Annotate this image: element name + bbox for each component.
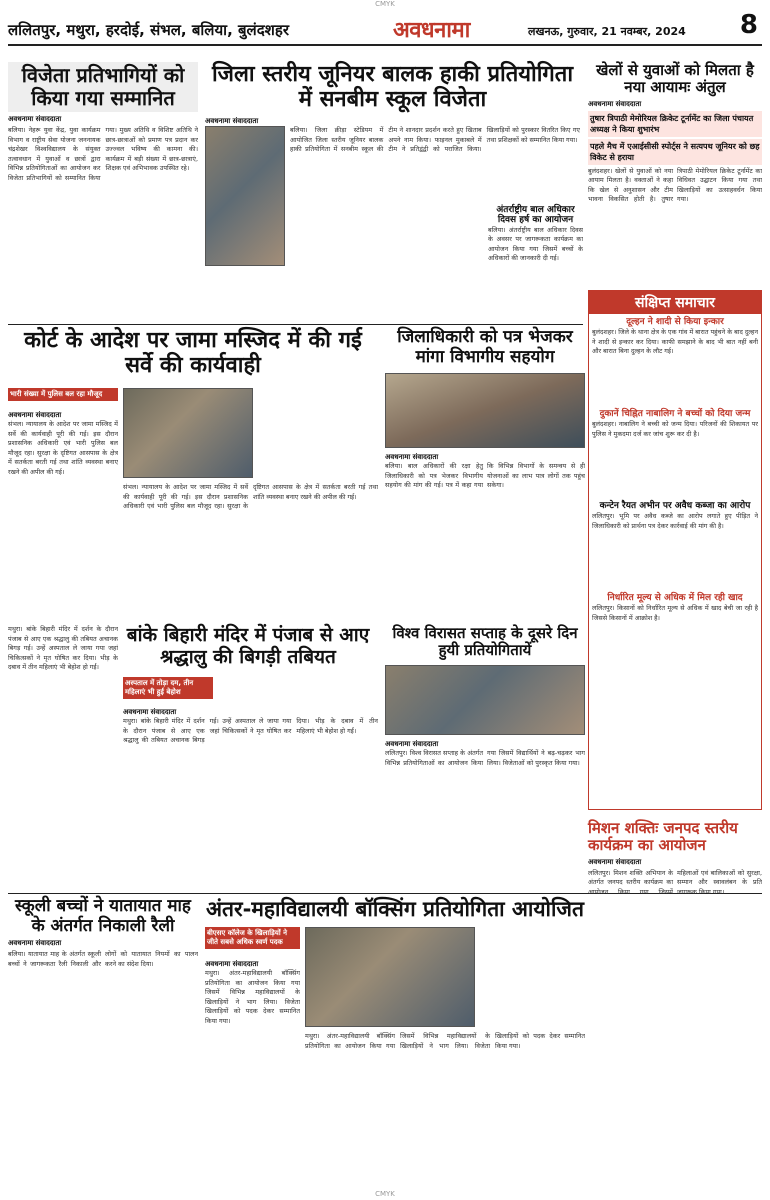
headline: जिला स्तरीय जूनियर बालक हाकी प्रतियोगिता में सनबीम स्कूल विजेता — [211, 62, 574, 113]
article-sports-youth — [588, 62, 762, 287]
byline: अवधनामा संवाददाता — [385, 740, 439, 748]
article-body: संभल। न्यायालय के आदेश पर जामा मस्जिद में सर्वे की कार्यवाही पूरी की गई। इस दौरान प्रशासनिक अधिकारी एवं भारी पुलिस बल मौजूद रहा। सुरक्षा के दृष्टिगत आसपास के क्षेत्र में सतर्कता बरती गई तथा शांति व्यवस्था बनाए रखने की अपील की गई। — [8, 420, 118, 476]
headline: खेलों से युवाओं को मिलता है नया आयामः अंतुल — [596, 61, 754, 97]
cmyk-marker-bottom: CMYK — [375, 1190, 395, 1198]
section-heading: संक्षिप्त समाचार — [589, 291, 761, 314]
bullet-point: बीएसए कॉलेज के खिलाड़ियों ने जीते सबसे अधिक स्वर्ण पदक — [205, 927, 300, 949]
photo-competition — [385, 665, 585, 735]
byline: अवधनामा संवाददाता — [8, 411, 62, 419]
article-body: बलिया। बाल अधिकारों की रक्षा हेतु जिलाधिकारी को पत्र भेजकर विभागीय सहयोग की मांग की गई। पत्र में कहा गया कि विभिन्न विभागों के समन्वय से ही योजनाओं का लाभ पात्र लोगों तक पहुंच सकेगा। — [385, 462, 585, 490]
brief-headline: निर्धारित मूल्य से अधिक में मिल रही खाद — [607, 593, 743, 603]
article-body-continued: मथुरा। अंतर-महाविद्यालयी बॉक्सिंग प्रतियोगिता का आयोजन किया गया जिसमें विभिन्न महाविद्यालयों के खिलाड़ियों ने भाग लिया। विजेता खिलाड़ियों को पदक देकर सम्मानित किया गया। — [305, 1032, 585, 1050]
bullet-point: अस्पताल में तोड़ा दम, तीन महिलाएं भी हुई बेहोश — [123, 677, 213, 699]
article-body: बलिया। यातायात माह के अंतर्गत स्कूली बच्चों ने जागरूकता रैली निकाली और लोगों को यातायात नियमों का पालन करने का संदेश दिया। — [8, 950, 198, 968]
article-court-survey — [8, 328, 378, 618]
headline: अंतर-महाविद्यालयी बॉक्सिंग प्रतियोगिता आयोजित — [206, 897, 584, 921]
article-body: ललितपुर। विश्व विरासत सप्ताह के अंतर्गत विभिन्न प्रतियोगिताओं का आयोजन किया गया जिसमें विद्यार्थियों ने बढ़-चढ़कर भाग लिया। विजेताओं को पुरस्कृत किया गया। — [385, 749, 585, 767]
brief-headline: दूल्हन ने शादी से किया इन्कार — [626, 317, 724, 327]
headline: जिलाधिकारी को पत्र भेजकर मांगा विभागीय सहयोग — [397, 327, 573, 367]
headline: विश्व विरासत सप्ताह के दूसरे दिन हुयी प्रतियोगितायें — [392, 624, 578, 660]
byline: अवधनामा संवाददाता — [205, 117, 259, 125]
newspaper-logo: अवधनामा — [393, 18, 470, 43]
article-award-winners — [8, 62, 198, 322]
dateline: लखनऊ, गुरुवार, 21 नवम्बर, 2024 — [528, 25, 686, 38]
article-mission-shakti — [588, 820, 762, 1195]
city-list: ललितपुर, मथुरा, हरदोई, संभल, बलिया, बुलंदशहर — [8, 21, 289, 39]
byline: अवधनामा संवाददाता — [205, 960, 259, 968]
byline: अवधनामा संवाददाता — [123, 708, 177, 716]
photo-hockey-team — [205, 126, 285, 266]
photo-mosque-survey — [123, 388, 253, 478]
article-body: मथुरा। बांके बिहारी मंदिर में दर्शन के दौरान पंजाब से आए एक श्रद्धालु की तबियत अचानक बिगड़ गई। उन्हें अस्पताल ले जाया गया जहां चिकित्सकों ने मृत घोषित कर दिया। भीड़ के दबाव में तीन महिलाएं भी बेहोश हो गईं। — [8, 625, 118, 672]
brief-body: बुलंदशहर। जिले के थाना क्षेत्र के एक गांव में बारात पहुंचने के बाद दुल्हन ने शादी से इन्कार कर दिया। काफी समझाने के बाद भी बात नहीं बनी और बारात बिना दुल्हन के लौट गई। — [592, 328, 758, 356]
brief-headline: दुकानें चिह्नित नाबालिग ने बच्चों को दिया जन्म — [599, 409, 751, 419]
bullet-point: तुषार त्रिपाठी मेमोरियल क्रिकेट टूर्नामेंट का जिला पंचायत अध्यक्ष ने किया शुभारंभ — [588, 111, 762, 137]
page-number: 8 — [739, 10, 758, 40]
photo-event — [385, 373, 585, 448]
byline: अवधनामा संवाददाता — [588, 99, 642, 108]
headline: विजेता प्रतिभागियों को किया गया सम्मानित — [8, 62, 198, 112]
bullet-point: पहले मैच में एआईसीसी स्पोर्ट्स ने सत्यपथ जूनियर को छह विकेट से हराया — [588, 139, 762, 165]
brief-news-box — [588, 290, 762, 810]
article-body-continued: मथुरा। बांके बिहारी मंदिर में दर्शन के दौरान पंजाब से आए एक श्रद्धालु की तबियत अचानक बिगड़ गई। उन्हें अस्पताल ले जाया गया जहां चिकित्सकों ने मृत घोषित कर दिया। भीड़ के दबाव में तीन महिलाएं भी बेहोश हो गईं। — [123, 717, 378, 745]
byline: अवधनामा संवाददाता — [588, 857, 642, 866]
headline: स्कूली बच्चों ने यातायात माह के अंतर्गत निकाली रैली — [15, 896, 191, 936]
article-body: बलिया। अंतर्राष्ट्रीय बाल अधिकार दिवस के अवसर पर जागरूकता कार्यक्रम का आयोजन किया गया जिसमें बच्चों के अधिकारों की जानकारी दी गई। — [488, 225, 583, 263]
byline: अवधनामा संवाददाता — [8, 939, 62, 948]
headline: कोर्ट के आदेश पर जामा मस्जिद में की गई सर्वे की कार्यवाही — [24, 328, 362, 379]
cmyk-marker-top: CMYK — [375, 0, 395, 8]
masthead — [8, 10, 762, 46]
photo-boxing — [305, 927, 475, 1027]
article-body: बलिया। नेहरू युवा केंद्र, युवा कार्यक्रम विभाग व राष्ट्रीय सेवा योजना जननायक चंद्रशेखर विश्वविद्यालय के संयुक्त तत्वावधान में युवाओं व छात्रों द्वारा विभिन्न प्रतियोगिताओं का आयोजन कर विजेता प्रतिभागियों को सम्मानित किया गया। मुख्य अतिथि व विशिष्ट अतिथि ने छात्र-छात्राओं को प्रमाण पत्र प्रदान कर उज्ज्वल भविष्य की कामना की। कार्यक्रम में बड़ी संख्या में छात्र-छात्राएं, शिक्षक एवं अभिभावक उपस्थित रहे। — [8, 126, 198, 182]
bullet-point: भारी संख्या में पुलिस बल रहा मौजूद — [8, 388, 118, 401]
brief-body: ललितपुर। भूमि पर अवैध कब्जे का आरोप लगाते हुए पीड़ित ने जिलाधिकारी को प्रार्थना पत्र देकर कार्रवाई की मांग की है। — [592, 512, 758, 530]
brief-body: ललितपुर। किसानों को निर्धारित मूल्य से अधिक में खाद बेची जा रही है जिससे किसानों में आक्रोश है। — [592, 604, 758, 622]
article-body-continued: संभल। न्यायालय के आदेश पर जामा मस्जिद में सर्वे की कार्यवाही पूरी की गई। इस दौरान प्रशासनिक अधिकारी एवं भारी पुलिस बल मौजूद रहा। सुरक्षा के दृष्टिगत आसपास के क्षेत्र में सतर्कता बरती गई तथा शांति व्यवस्था बनाए रखने की अपील की गई। — [123, 483, 378, 511]
byline: अवधनामा संवाददाता — [8, 115, 62, 123]
article-temple — [8, 625, 378, 885]
article-traffic-rally — [8, 897, 198, 1197]
headline: अंतर्राष्ट्रीय बाल अधिकार दिवस हर्ष का आयोजन — [496, 205, 575, 226]
brief-body: बुलंदशहर। नाबालिग ने बच्ची को जन्म दिया। परिजनों की शिकायत पर पुलिस ने मुकदमा दर्ज कर जांच शुरू कर दी है। — [592, 420, 758, 438]
article-heritage-week — [385, 625, 585, 895]
headline: मिशन शक्तिः जनपद स्तरीय कार्यक्रम का आयोजन — [588, 819, 738, 855]
article-boxing — [205, 897, 585, 1197]
article-body: मथुरा। अंतर-महाविद्यालयी बॉक्सिंग प्रतियोगिता का आयोजन किया गया जिसमें विभिन्न महाविद्यालयों के खिलाड़ियों ने भाग लिया। विजेता खिलाड़ियों को पदक देकर सम्मानित किया गया। — [205, 969, 300, 1025]
article-body: बुलंदशहर। खेलों से युवाओं को नया आयाम मिलता है। वक्ताओं ने कहा कि खेल से अनुशासन और टीम भावना विकसित होती है। तुषार त्रिपाठी मेमोरियल क्रिकेट टूर्नामेंट का विधिवत उद्घाटन किया गया तथा खिलाड़ियों का उत्साहवर्धन किया गया। — [588, 166, 762, 204]
headline: बांके बिहारी मंदिर में पंजाब से आए श्रद्धालु की बिगड़ी तबियत — [126, 624, 370, 668]
article-dm-letter — [385, 328, 585, 548]
article-body: ललितपुर। मिशन शक्ति अभियान के अंतर्गत जनपद स्तरीय कार्यक्रम का आयोजन किया गया जिसमें महिलाओं एवं बालिकाओं को सुरक्षा, सम्मान और स्वावलंबन के प्रति जागरूक किया गया। — [588, 868, 762, 896]
article-body: बलिया। जिला क्रीड़ा स्टेडियम में आयोजित जिला स्तरीय जूनियर बालक हाकी प्रतियोगिता में सनबीम स्कूल की टीम ने शानदार प्रदर्शन करते हुए खिताब अपने नाम किया। फाइनल मुकाबले में टीम ने प्रतिद्वंद्वी को पराजित किया। खिलाड़ियों को पुरस्कार वितरित किए गए तथा प्रशिक्षकों को सम्मानित किया गया। — [290, 126, 580, 154]
brief-headline: कन्टेन रैयत अभीन पर अवैध कब्जा का आरोप — [599, 501, 751, 511]
article-child-rights — [488, 205, 583, 325]
byline: अवधनामा संवाददाता — [385, 453, 439, 461]
